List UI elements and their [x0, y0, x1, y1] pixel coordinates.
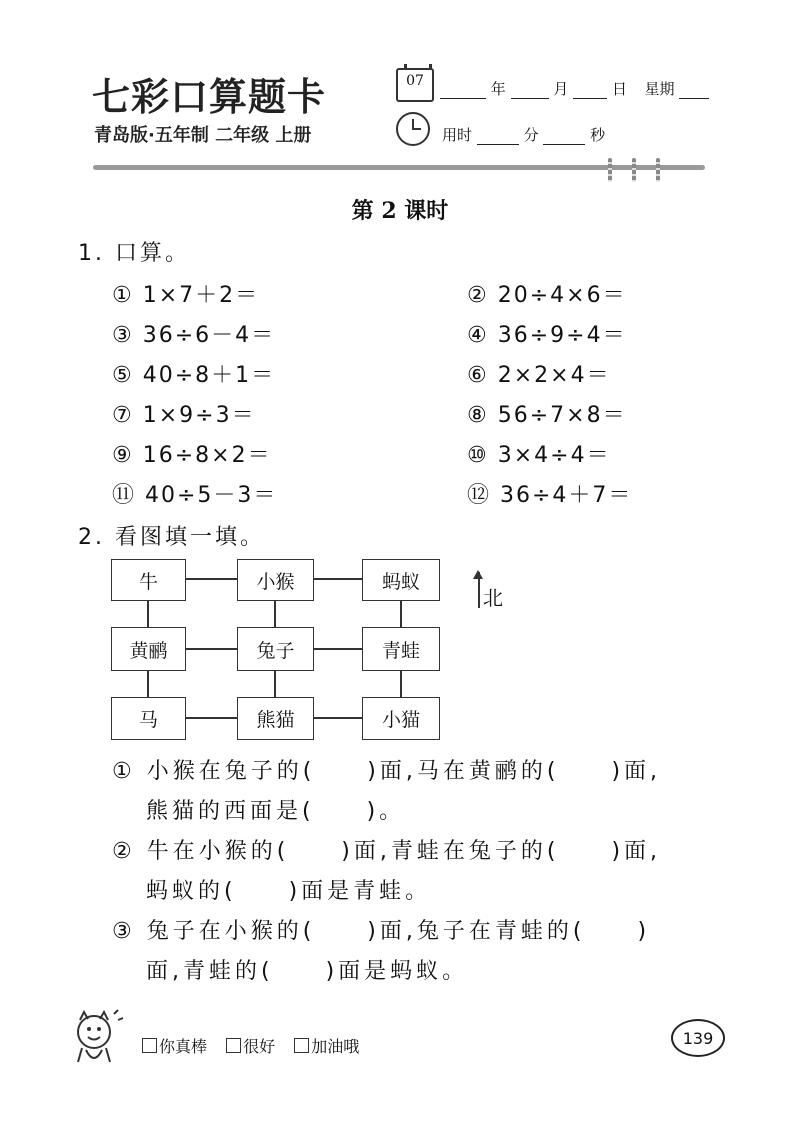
problem-11: ⑪ 40÷5－3＝ [112, 483, 278, 508]
connector [274, 669, 276, 697]
section1-heading: 1. 口算。 [78, 241, 190, 266]
connector [185, 648, 237, 650]
weekday-blank[interactable] [679, 82, 709, 99]
problem-6: ⑥ 2×2×4＝ [467, 363, 611, 388]
grid-cell-monkey: 小猴 [237, 559, 314, 601]
connector [185, 717, 237, 719]
problem-7: ⑦ 1×9÷3＝ [112, 403, 256, 428]
rating-checkbox-great[interactable] [142, 1038, 157, 1053]
grid-cell-kitten: 小猫 [362, 697, 440, 740]
grid-cell-oriole: 黄鹂 [111, 627, 186, 671]
fill-line-1a: ① 小猴在兔子的( )面,马在黄鹂的( )面, [112, 759, 662, 784]
problem-9: ⑨ 16÷8×2＝ [112, 443, 272, 468]
fill-line-3a: ③ 兔子在小猴的( )面,兔子在青蛙的( ) [112, 919, 651, 944]
day-label: 日 [611, 80, 627, 98]
fill-line-1b: 熊猫的西面是( )。 [146, 799, 406, 824]
rating-checkbox-keep-going[interactable] [294, 1038, 309, 1053]
year-blank[interactable] [440, 82, 486, 99]
time-fields [442, 124, 605, 145]
month-label: 月 [553, 80, 569, 98]
problem-1: ① 1×7＋2＝ [112, 283, 260, 308]
grid-cell-rabbit: 兔子 [237, 627, 314, 671]
connector [312, 578, 362, 580]
problem-4: ④ 36÷9÷4＝ [467, 323, 627, 348]
self-rating [142, 1034, 373, 1057]
problem-5: ⑤ 40÷8＋1＝ [112, 363, 276, 388]
minutes-blank[interactable] [477, 128, 519, 145]
lesson-title: 第 2 课时 [351, 198, 449, 224]
connector [185, 578, 237, 580]
rating-label-keep-going: 加油哦 [311, 1037, 360, 1056]
problem-8: ⑧ 56÷7×8＝ [467, 403, 627, 428]
grid-cell-panda: 熊猫 [237, 697, 314, 740]
calendar-number: 07 [406, 73, 424, 89]
connector [312, 648, 362, 650]
problem-12: ⑫ 36÷4＋7＝ [467, 483, 633, 508]
connector [400, 599, 402, 627]
date-fields [440, 78, 709, 99]
north-label: 北 [483, 586, 503, 610]
rating-checkbox-good[interactable] [226, 1038, 241, 1053]
weekday-label: 星期 [644, 80, 675, 98]
edition-label: 青岛版·五年制 二年级 上册 [94, 125, 312, 146]
problem-3: ③ 36÷6－4＝ [112, 323, 276, 348]
connector [147, 669, 149, 697]
connector [147, 599, 149, 627]
grid-cell-frog: 青蛙 [362, 627, 440, 671]
fill-line-2b: 蚂蚁的( )面是青蛙。 [146, 879, 432, 904]
year-label: 年 [490, 80, 506, 98]
time-used-label: 用时 [442, 126, 473, 144]
north-arrow-icon [478, 572, 480, 608]
connector [400, 669, 402, 697]
rating-label-good: 很好 [243, 1037, 276, 1056]
page-number: 139 [671, 1019, 725, 1057]
mascot-icon [70, 1006, 126, 1068]
brand-title: 七彩口算题卡 [92, 74, 327, 119]
clock-icon [396, 112, 430, 146]
problem-10: ⑩ 3×4÷4＝ [467, 443, 611, 468]
calendar-icon [396, 68, 434, 102]
minutes-label: 分 [523, 126, 539, 144]
section2-heading: 2. 看图填一填。 [78, 525, 265, 550]
seconds-label: 秒 [590, 126, 606, 144]
day-blank[interactable] [573, 82, 607, 99]
connector [312, 717, 362, 719]
grid-cell-horse: 马 [111, 697, 186, 740]
grid-cell-ox: 牛 [111, 559, 186, 601]
seconds-blank[interactable] [543, 128, 585, 145]
grid-cell-ant: 蚂蚁 [362, 559, 440, 601]
rating-label-great: 你真棒 [159, 1037, 208, 1056]
bead-decoration [600, 156, 670, 184]
connector [274, 599, 276, 627]
fill-line-3b: 面,青蛙的( )面是蚂蚁。 [146, 959, 469, 984]
problem-2: ② 20÷4×6＝ [467, 283, 627, 308]
month-blank[interactable] [511, 82, 549, 99]
fill-line-2a: ② 牛在小猴的( )面,青蛙在兔子的( )面, [112, 839, 662, 864]
